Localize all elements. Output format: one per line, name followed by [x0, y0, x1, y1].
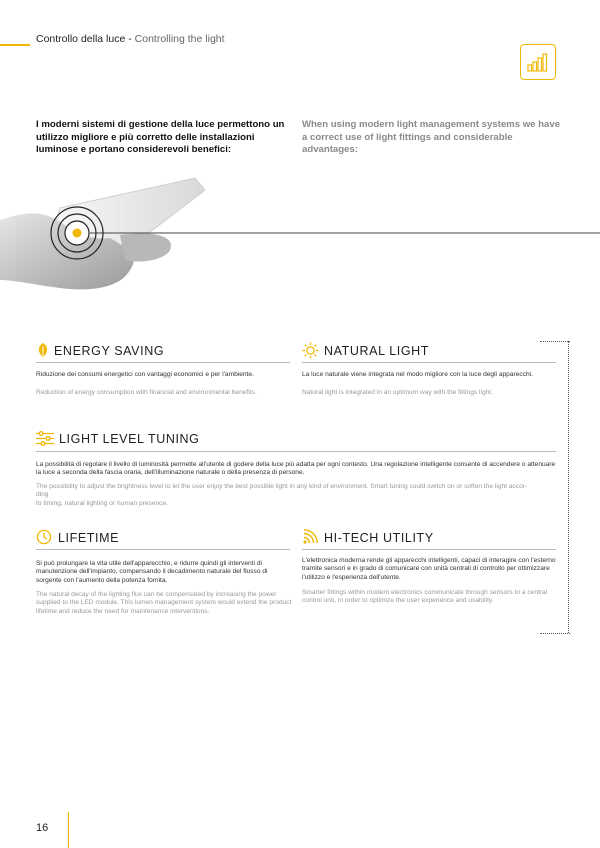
lifetime-text-it: Si può prolungare la vita utile dell'apparecchio, e ridurre quindi gli interventi di manutenzione dell'impianto, compensando il decadimento naturale del flusso di sorgente con l'aumento della potenza fornita. [36, 560, 268, 584]
dotted-bracket-side [568, 341, 569, 633]
energy-text-it: Riduzione dei consumi energetici con vantaggi economici e per l'ambiente. [36, 371, 254, 378]
natural-text-en: Natural light is integrated in an optimum way with the fittings light. [302, 389, 493, 396]
section-title-energy-saving: ENERGY SAVING [54, 344, 165, 358]
lifetime-text-en: The natural decay of the lighting flux can be compensated by increasing the power supplied to the LED module. This lumen management system would extend the product lifetime and reduce the need for maintenance interventions. [36, 591, 292, 615]
leaf-icon [36, 342, 50, 358]
section-rule [302, 362, 556, 363]
header-title-it: Controllo della luce [36, 33, 126, 45]
tuning-text-en-line3: to timing, natural lighting or human presence. [36, 499, 168, 507]
natural-text-it: La luce naturale viene integrata nel modo migliore con la luce degli apparecchi. [302, 371, 533, 378]
bar-chart-icon [520, 44, 556, 80]
energy-text-en: Reduction of energy consumption with financial and environmental benefits. [36, 389, 257, 396]
dotted-bracket-top [540, 341, 570, 342]
section-title-natural-light: NATURAL LIGHT [324, 344, 430, 358]
hand-tablet-illustration [0, 160, 600, 310]
hitech-text-en: Smarter fittings within modern electronics communicate through sensors to a central control unit, in order to optimize the user experience and usability. [302, 589, 548, 605]
section-rule [36, 451, 556, 452]
dotted-bracket-bottom [540, 633, 570, 634]
clock-icon [36, 529, 52, 545]
sun-icon [302, 342, 319, 359]
intro-text-it: I moderni sistemi di gestione della luce permettono un utilizzo migliore e più corretto delle installazioni luminose e portano considerevoli benefici: [36, 119, 285, 155]
page-number: 16 [36, 822, 49, 834]
hitech-text-it: L'elettronica moderna rende gli apparecchi intelligenti, capaci di interagire con l'esterno tramite sensori e in grado di comunicare con unità centrali di controllo per ottimizzare l'utilizzo e l'esperienza dell'utente. [302, 557, 556, 581]
tuning-text-en-line1: The possibility to adjust the brightness level to let the user enjoy the best possible light in any kind of environment. Smart tuning could switch on or soften the light accor- [36, 483, 528, 490]
page-header [36, 33, 225, 45]
header-separator: - [125, 33, 135, 45]
section-rule [36, 549, 290, 550]
section-title-light-level-tuning: LIGHT LEVEL TUNING [59, 432, 200, 446]
intro-text-en: When using modern light management systems we have a correct use of light fittings and considerable advantages: [302, 119, 561, 155]
sliders-icon [36, 431, 54, 446]
section-rule [36, 362, 290, 363]
header-accent-line [0, 44, 30, 46]
section-rule [302, 549, 556, 550]
header-title-en: Controlling the light [134, 33, 225, 45]
tuning-text-en-line2: ding [36, 491, 49, 499]
section-title-hi-tech-utility: HI-TECH UTILITY [324, 531, 434, 545]
tuning-text-en [36, 483, 566, 508]
wifi-signal-icon [302, 529, 318, 545]
section-title-lifetime: LIFETIME [58, 531, 120, 545]
footer-accent-line [68, 812, 69, 848]
tuning-text-it: La possibilità di regolare il livello di luminosità permette all'utente di godere della luce più adatta per ogni contesto. Una regolazione intelligente consente di accendere o attenuare la luce a seconda della fascia oraria, dell'illuminazione naturale o della presenza di persone. [36, 461, 556, 477]
